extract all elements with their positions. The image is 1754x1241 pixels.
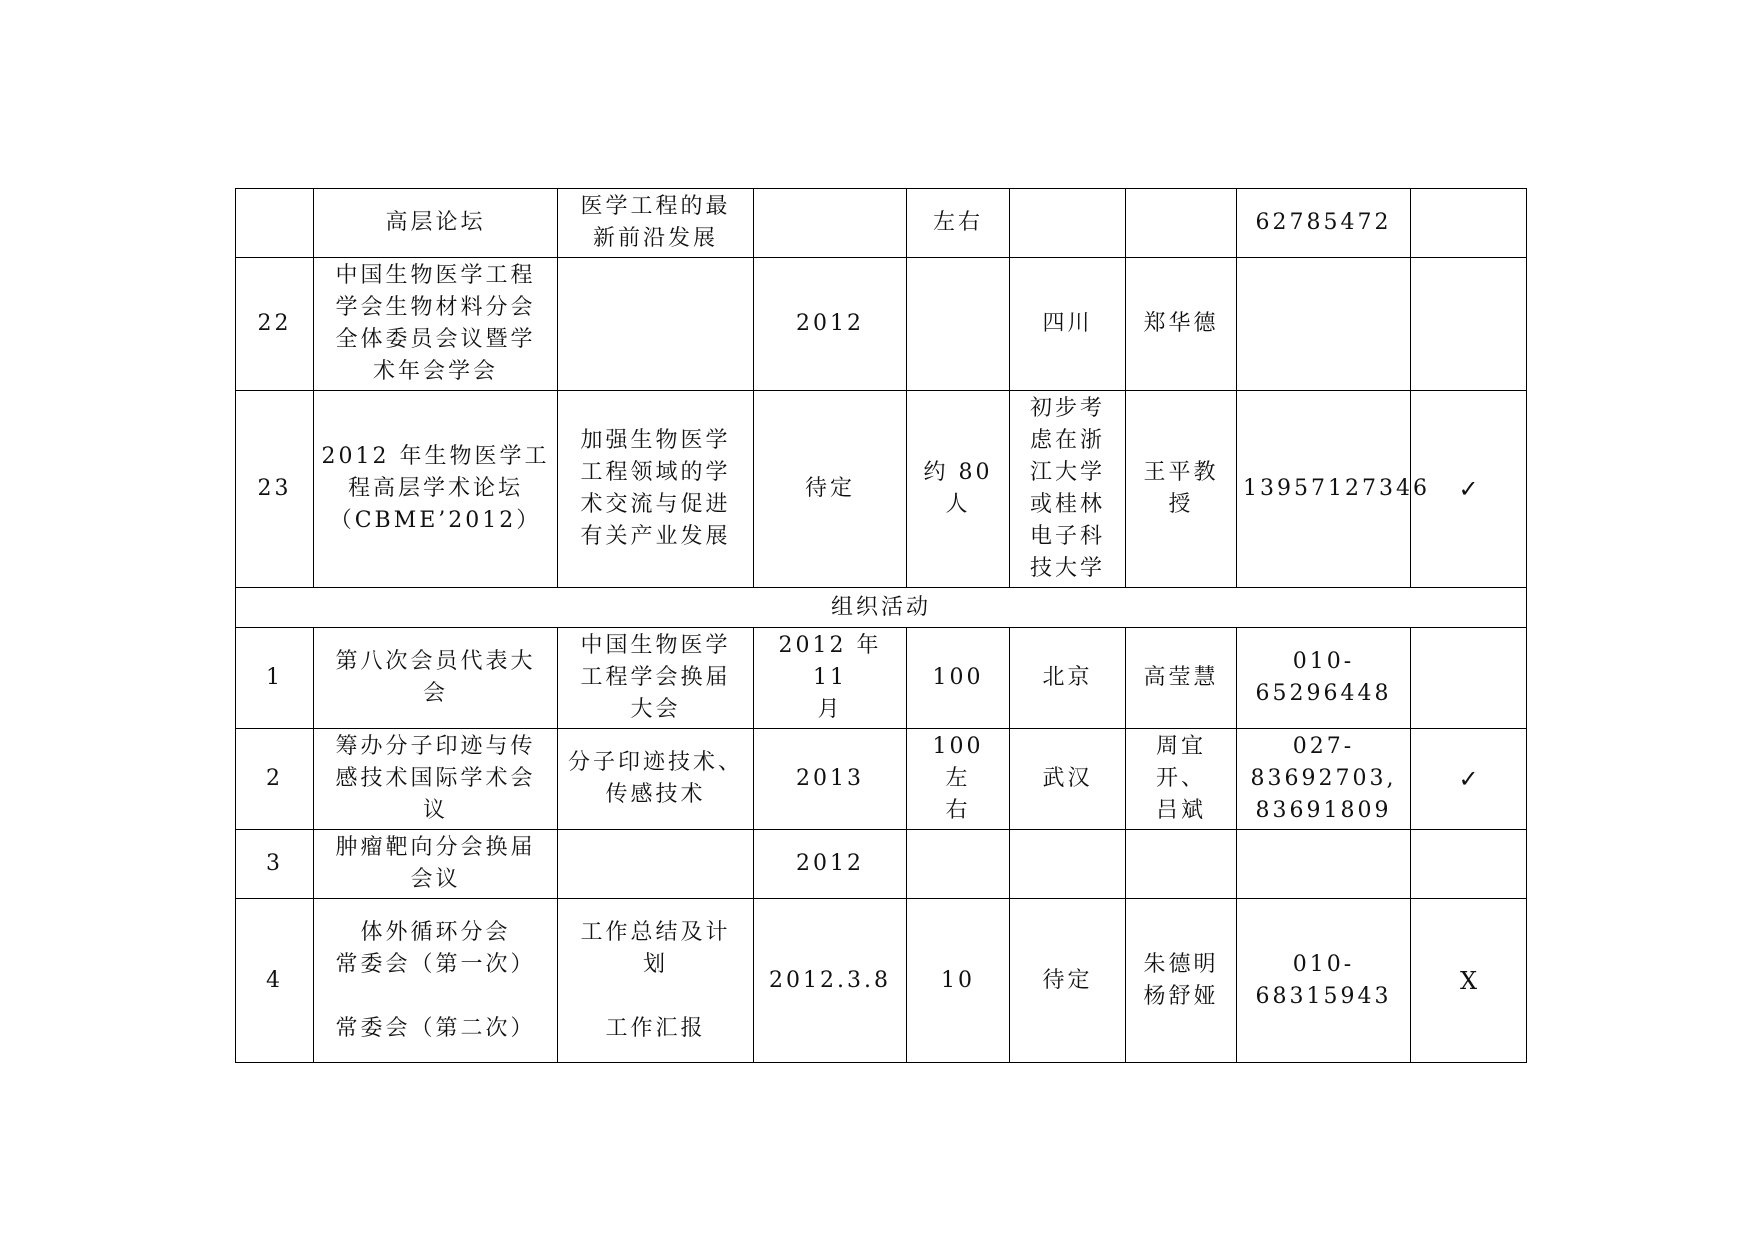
cell-activity-name: 中国生物医学工程 学会生物材料分会 全体委员会议暨学 术年会学会	[314, 258, 558, 391]
cell-index: 22	[236, 258, 314, 391]
check-mark: ✓	[1411, 391, 1527, 588]
cell-date	[754, 189, 907, 258]
activities-table	[235, 188, 1527, 1063]
cell-phone: 62785472	[1237, 189, 1411, 258]
cell-mark	[1411, 258, 1527, 391]
cell-mark	[1411, 830, 1527, 899]
cell-activity-name: 肿瘤靶向分会换届 会议	[314, 830, 558, 899]
cell-date: 2012	[754, 258, 907, 391]
cell-location: 北京	[1010, 628, 1126, 729]
cell-date: 2012.3.8	[754, 899, 907, 1063]
cell-attendance: 约 80 人	[907, 391, 1010, 588]
cell-activity-name: 筹办分子印迹与传 感技术国际学术会 议	[314, 729, 558, 830]
cell-index: 1	[236, 628, 314, 729]
cell-phone	[1237, 258, 1411, 391]
cell-attendance	[907, 830, 1010, 899]
cell-contact: 朱德明 杨舒娅	[1126, 899, 1237, 1063]
table-row	[236, 729, 1527, 830]
check-mark: ✓	[1411, 729, 1527, 830]
section-heading: 组织活动	[236, 588, 1527, 628]
cell-activity-name: 高层论坛	[314, 189, 558, 258]
x-mark: X	[1411, 899, 1527, 1063]
cell-mark	[1411, 189, 1527, 258]
cell-date: 2012 年 11 月	[754, 628, 907, 729]
cell-topic: 加强生物医学 工程领域的学 术交流与促进 有关产业发展	[558, 391, 754, 588]
table-row	[236, 258, 1527, 391]
table-row	[236, 628, 1527, 729]
cell-date: 2013	[754, 729, 907, 830]
cell-location: 待定	[1010, 899, 1126, 1063]
cell-location: 四川	[1010, 258, 1126, 391]
cell-phone: 13957127346	[1237, 391, 1411, 588]
cell-index: 4	[236, 899, 314, 1063]
section-row	[236, 588, 1527, 628]
cell-phone: 027-83692703, 83691809	[1237, 729, 1411, 830]
table-row	[236, 189, 1527, 258]
cell-date: 待定	[754, 391, 907, 588]
cell-activity-name: 体外循环分会 常委会（第一次） 常委会（第二次）	[314, 899, 558, 1063]
cell-index: 23	[236, 391, 314, 588]
cell-activity-name: 第八次会员代表大 会	[314, 628, 558, 729]
cell-phone: 010-65296448	[1237, 628, 1411, 729]
cell-phone: 010-68315943	[1237, 899, 1411, 1063]
cell-contact	[1126, 830, 1237, 899]
cell-topic: 工作总结及计 划 工作汇报	[558, 899, 754, 1063]
cell-topic: 中国生物医学 工程学会换届 大会	[558, 628, 754, 729]
cell-attendance: 左右	[907, 189, 1010, 258]
cell-location	[1010, 830, 1126, 899]
cell-attendance: 10	[907, 899, 1010, 1063]
cell-contact: 周宜开、 吕斌	[1126, 729, 1237, 830]
cell-contact	[1126, 189, 1237, 258]
cell-attendance	[907, 258, 1010, 391]
cell-index	[236, 189, 314, 258]
table-row	[236, 830, 1527, 899]
cell-attendance: 100	[907, 628, 1010, 729]
cell-index: 3	[236, 830, 314, 899]
cell-location	[1010, 189, 1126, 258]
table-row	[236, 899, 1527, 1063]
cell-contact: 郑华德	[1126, 258, 1237, 391]
cell-index: 2	[236, 729, 314, 830]
cell-topic	[558, 830, 754, 899]
cell-phone	[1237, 830, 1411, 899]
cell-location: 武汉	[1010, 729, 1126, 830]
cell-contact: 高莹慧	[1126, 628, 1237, 729]
cell-topic: 分子印迹技术、 传感技术	[558, 729, 754, 830]
cell-topic: 医学工程的最 新前沿发展	[558, 189, 754, 258]
cell-topic	[558, 258, 754, 391]
cell-contact: 王平教 授	[1126, 391, 1237, 588]
table-row	[236, 391, 1527, 588]
cell-date: 2012	[754, 830, 907, 899]
cell-mark	[1411, 628, 1527, 729]
cell-activity-name: 2012 年生物医学工 程高层学术论坛 （CBME’2012）	[314, 391, 558, 588]
cell-attendance: 100 左 右	[907, 729, 1010, 830]
cell-location: 初步考 虑在浙 江大学 或桂林 电子科 技大学	[1010, 391, 1126, 588]
